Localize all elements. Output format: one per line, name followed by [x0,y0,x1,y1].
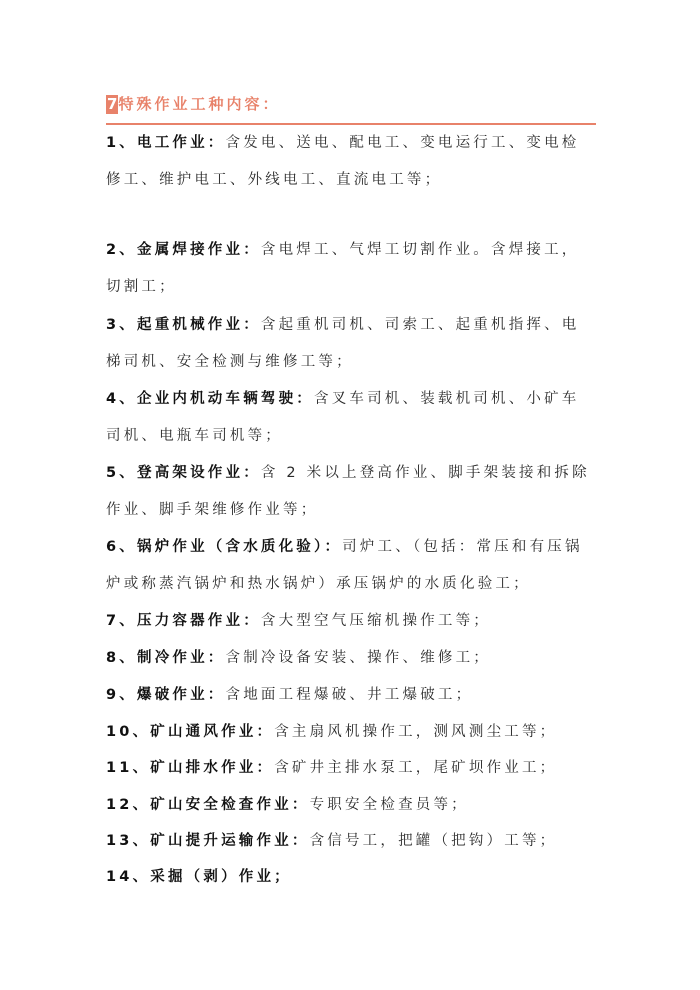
list-item [106,640,596,677]
list-item [106,307,596,381]
section-heading [106,93,596,125]
item-label: 5、登高架设作业： [106,465,261,481]
list-item [106,232,596,306]
item-label: 11、矿山排水作业： [106,760,275,776]
item-label: 10、矿山通风作业： [106,724,275,740]
section-number: 7 [107,95,118,113]
item-label: 14、采掘（剥）作业； [106,869,292,885]
item-label: 13、矿山提升运输作业： [106,833,310,849]
item-label: 2、金属焊接作业： [106,242,261,258]
list-item [106,714,596,751]
item-description: 含电焊工、气焊工切割作业。含焊接工，切割工； [106,242,580,295]
item-label: 8、制冷作业： [106,650,226,666]
item-label: 6、锅炉作业（含水质化验）： [106,539,343,555]
item-description: 含矿井主排水泵工，尾矿坝作业工； [274,760,558,776]
list-item [106,677,596,714]
list-item [106,787,596,824]
list-item [106,603,596,640]
section-title: 特殊作业工种内容： [118,95,281,113]
list-item [106,381,596,455]
item-label: 3、起重机械作业： [106,317,261,333]
item-description: 含发电、送电、配电工、变电运行工、变电检修工、维护电工、外线电工、直流电工等； [106,135,580,188]
item-label: 9、爆破作业： [106,687,226,703]
list-item [106,529,596,603]
item-description: 含大型空气压缩机操作工等； [260,613,491,629]
item-label: 12、矿山安全检查作业： [106,797,310,813]
list-item [106,750,596,787]
item-description: 含信号工，把罐（把钩）工等； [309,833,558,849]
item-description: 含起重机司机、司索工、起重机指挥、电梯司机、安全检测与维修工等； [106,317,580,370]
item-description: 含 2 米以上登高作业、脚手架装接和拆除作业、脚手架维修作业等； [106,465,590,518]
list-item [106,455,596,529]
item-label: 7、压力容器作业： [106,613,261,629]
item-description: 含地面工程爆破、井工爆破工； [225,687,474,703]
item-label: 1、电工作业： [106,135,226,151]
item-description: 专职安全检查员等； [309,797,469,813]
list-item [106,125,596,199]
item-description: 含叉车司机、装载机司机、小矿车司机、电瓶车司机等； [106,391,580,444]
list-item [106,823,596,860]
list-item [106,859,596,896]
item-description: 含主扇风机操作工，测风测尘工等； [274,724,558,740]
item-description: 司炉工、（包括：常压和有压锅炉或称蒸汽锅炉和热水锅炉）承压锅炉的水质化验工； [106,539,583,592]
item-description: 含制冷设备安装、操作、维修工； [225,650,491,666]
item-label: 4、企业内机动车辆驾驶： [106,391,314,407]
